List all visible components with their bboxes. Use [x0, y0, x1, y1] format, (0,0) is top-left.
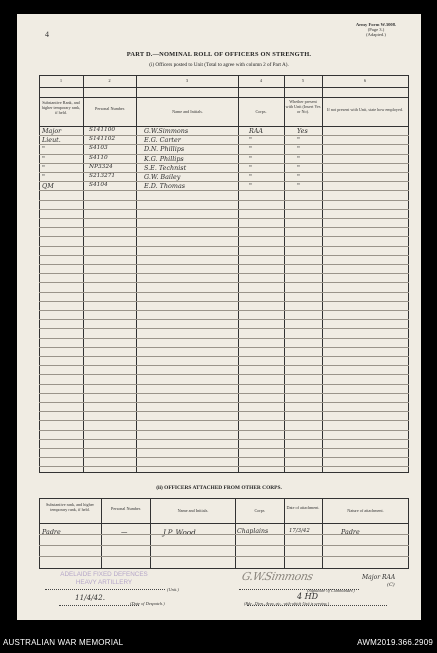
- roll-cell-rank: ": [42, 173, 45, 181]
- archive-credit: AUSTRALIAN WAR MEMORIAL: [3, 638, 124, 647]
- ruled-line: [39, 439, 409, 440]
- col-num-4: 4: [259, 78, 263, 83]
- att-header-rank: Substantive rank, and higher temporary rank, if held.: [46, 502, 94, 512]
- ruled-line: [39, 365, 409, 366]
- officers-table: [39, 75, 409, 473]
- att-header-name: Name and Initials.: [177, 508, 209, 513]
- attached-title: (ii) OFFICERS ATTACHED FROM OTHER CORPS.: [156, 485, 282, 491]
- roll-cell-present: ": [297, 173, 300, 181]
- att-header-date: Date of attachment.: [286, 505, 320, 510]
- ruled-line: [39, 190, 409, 191]
- ruled-line: [39, 466, 409, 467]
- unit-stamp-line-1: ADELAIDE FIXED DEFENCES: [60, 571, 148, 578]
- form-number-label: Army Form W.3008.: [355, 22, 397, 27]
- col-num-2: 2: [108, 78, 111, 83]
- ruled-line: [39, 457, 409, 458]
- ruled-line: [39, 545, 409, 546]
- att-corps: Chaplains: [237, 528, 269, 535]
- roll-cell-rank: Major: [42, 127, 62, 135]
- roll-cell-name: K.G. Phillips: [144, 154, 184, 163]
- roll-cell-present: Yes: [297, 127, 308, 135]
- ruled-line: [39, 411, 409, 412]
- att-header-nature: Nature of attachment.: [347, 508, 384, 513]
- form-page-label: (Page 3.): [367, 27, 385, 32]
- ruled-line: [39, 218, 409, 219]
- unit-stamp: [49, 571, 159, 587]
- signature-label: (Signature of Commander.): [307, 588, 355, 593]
- despatch-label: (Date of Despatch.): [130, 601, 165, 606]
- ruled-line: [39, 347, 409, 348]
- ruled-line: [39, 310, 409, 311]
- signature-rank: Major RAA: [362, 574, 396, 581]
- ruled-line: [39, 384, 409, 385]
- form-adapted-label: (Adapted.): [366, 32, 386, 37]
- roll-cell-number: S4103: [89, 145, 108, 152]
- roll-cell-corps: ": [249, 145, 252, 154]
- roll-cell-corps: ": [249, 136, 252, 145]
- roll-cell-rank: ": [42, 154, 45, 163]
- col-num-6: 6: [363, 78, 367, 83]
- att-header-number: Personal Number.: [110, 506, 141, 511]
- ruled-line: [39, 246, 409, 247]
- col-num-1: 1: [59, 78, 63, 83]
- att-date: 17/3/42: [289, 528, 310, 534]
- header-number: Personal Number.: [94, 106, 125, 111]
- roll-cell-number: NP3324: [89, 163, 113, 170]
- signature-suffix: (C): [387, 582, 395, 588]
- ruled-line: [39, 556, 409, 557]
- roll-cell-present: ": [297, 154, 300, 163]
- form-number: [341, 22, 411, 37]
- roll-cell-number: S213271: [89, 173, 116, 179]
- roll-cell-number: S141102: [89, 136, 116, 143]
- despatch-line: [59, 605, 139, 606]
- ruled-line: [39, 420, 409, 421]
- ruled-line: [39, 200, 409, 201]
- bde-value: 4 HD: [297, 592, 319, 601]
- col-num-3: 3: [185, 78, 189, 83]
- despatch-date: 11/4/42.: [75, 593, 105, 602]
- archive-reference: AWM2019.366.2909: [357, 638, 433, 647]
- roll-cell-name: E.G. Carter: [144, 136, 181, 145]
- ruled-line: [39, 374, 409, 375]
- form-page: [17, 14, 421, 620]
- col-num-5: 5: [301, 78, 305, 83]
- ruled-line: [39, 430, 409, 431]
- part-d-title: PART D.—NOMINAL ROLL OF OFFICERS ON STRENGTH.: [126, 51, 312, 58]
- ruled-line: [39, 301, 409, 302]
- roll-cell-corps: RAA: [249, 127, 264, 135]
- roll-cell-name: G.W. Bailey: [144, 173, 181, 181]
- ruled-line: [39, 319, 409, 320]
- att-header-corps: Corps: [254, 508, 265, 513]
- roll-cell-corps: ": [249, 182, 252, 191]
- unit-line: [45, 589, 165, 590]
- att-name: J.P. Wood: [163, 528, 196, 537]
- ruled-line: [39, 402, 409, 403]
- roll-cell-number: S4104: [89, 182, 108, 189]
- roll-cell-present: ": [297, 182, 300, 191]
- attached-table: [39, 498, 409, 569]
- att-rank: Padre: [42, 528, 61, 536]
- header-corps: Corps.: [255, 109, 267, 114]
- roll-cell-corps: ": [249, 173, 252, 181]
- ruled-line: [39, 236, 409, 237]
- roll-cell-corps: ": [249, 163, 252, 172]
- roll-cell-corps: ": [249, 154, 252, 163]
- roll-cell-number: S4110: [89, 154, 108, 161]
- ruled-line: [39, 292, 409, 293]
- ruled-line: [39, 282, 409, 283]
- unit-stamp-line-2: HEAVY ARTILLERY: [75, 579, 133, 586]
- bde-label: (Bde., Divn., Area, etc., with which Unit is serving.): [244, 601, 329, 606]
- roll-cell-number: S141100: [89, 127, 116, 133]
- header-rank: Substantive Rank, and higher temporary rank, if held.: [41, 100, 81, 115]
- ruled-line: [39, 356, 409, 357]
- part-d-subtitle: (i) Officers posted to Unit (Total to agree with column 2 of Part A).: [149, 62, 289, 68]
- ruled-line: [39, 328, 409, 329]
- header-employment: If not present with Unit, state how employed.: [327, 107, 403, 112]
- roll-cell-name: D.N. Phillips: [144, 145, 185, 154]
- ruled-line: [39, 273, 409, 274]
- corner-mark: 4: [45, 30, 49, 39]
- ruled-line: [39, 448, 409, 449]
- commander-signature: G.W.Simmons: [240, 570, 314, 583]
- roll-cell-present: ": [297, 145, 300, 154]
- roll-cell-rank: ": [42, 145, 45, 154]
- header-name: Name and Initials.: [172, 109, 203, 114]
- roll-cell-rank: Lieut.: [42, 136, 61, 145]
- ruled-line: [39, 227, 409, 228]
- ruled-line: [39, 264, 409, 265]
- roll-cell-name: G.W.Simmons: [144, 127, 189, 135]
- header-present: Whether present with Unit (Insert Yes or No).: [285, 99, 321, 114]
- roll-cell-name: E.D. Thomas: [144, 182, 186, 191]
- att-nature: Padre: [341, 528, 360, 536]
- roll-cell-rank: QM: [42, 182, 54, 191]
- roll-cell-present: ": [297, 163, 300, 172]
- roll-cell-name: S.E. Technist: [144, 163, 187, 172]
- ruled-line: [39, 338, 409, 339]
- roll-cell-present: ": [297, 136, 300, 145]
- ruled-line: [39, 393, 409, 394]
- ruled-line: [39, 534, 409, 535]
- ruled-line: [39, 255, 409, 256]
- unit-label: (Unit.): [167, 587, 179, 592]
- ruled-line: [39, 209, 409, 210]
- att-number: —: [121, 528, 128, 536]
- roll-cell-rank: ": [42, 163, 45, 172]
